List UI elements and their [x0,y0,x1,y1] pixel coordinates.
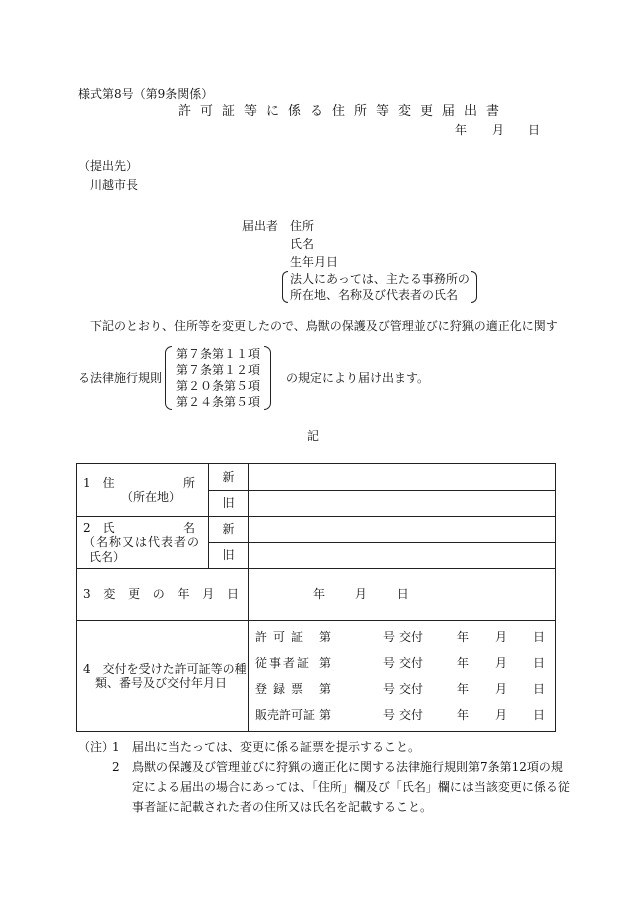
row3-label-char: 年 [177,587,190,602]
row2-old-value[interactable] [249,543,556,569]
addressee-label: （提出先） [78,159,139,173]
corp-brace-left [282,271,288,303]
permit-issued: 交付 [399,655,424,670]
applicant-label: 届出者 [242,219,279,233]
clause-4: 第２４条第５項 [176,395,261,409]
addressee-name: 川越市長 [90,178,139,192]
body-suffix: の規定により届け出ます。 [286,371,430,385]
note-2-num: 2 [112,760,120,774]
row4-label [77,621,249,732]
ki-heading: 記 [307,429,320,443]
row3-month: 月 [354,587,367,602]
clause-brace-right [264,346,271,410]
date-day: 日 [528,123,541,137]
note-2-line3: 事者証に記載された者の住所又は氏名を記載すること。 [132,800,433,814]
body-prefix: る法律施行規則 [78,371,163,385]
corp-brace-right [471,271,477,303]
permit-row[interactable] [249,676,555,702]
corp-note-line2: 所在地、名称及び代表者の氏名 [290,288,459,302]
row2-a: 氏 [102,520,115,535]
row3-year: 年 [313,587,326,602]
row3-value[interactable] [249,569,556,621]
permit-no: 第 [319,681,332,696]
row1-label [77,464,209,517]
date-month: 月 [492,123,505,137]
row1-new-value[interactable] [249,464,556,491]
permit-go: 号 [383,707,396,722]
permit-list [249,621,556,732]
row1-b: 所 [182,475,195,490]
body-line1: 下記のとおり、住所等を変更したので、鳥獣の保護及び管理並びに狩猟の適正化に関す [90,319,558,333]
row1-old-label: 旧 [209,491,249,517]
permit-go: 号 [383,629,396,644]
clause-brace-left [165,346,172,410]
applicant-birth-label: 生年月日 [290,255,339,269]
row3-label-char: 3 [83,587,91,602]
permit-row[interactable] [249,702,555,728]
clause-3: 第２０条第５項 [176,379,261,393]
date-year: 年 [455,123,468,137]
row1-num: 1 [83,475,91,490]
change-form-table [76,463,556,732]
row3-label [77,569,249,621]
notes-label: （注） [78,740,115,754]
permit-year: 年 [457,655,470,670]
permit-month: 月 [495,707,508,722]
corp-note-line1: 法人にあっては、主たる事務所の [290,272,470,286]
permit-day: 日 [533,629,546,644]
permit-row[interactable] [249,650,555,676]
row4-line2: 類、番号及び交付年月日 [95,676,228,690]
clause-2: 第７条第１２項 [176,363,261,377]
permit-go: 号 [383,681,396,696]
permit-year: 年 [457,707,470,722]
permit-no: 第 [319,707,332,722]
row3-label-char: 更 [128,587,141,602]
permit-month: 月 [495,655,508,670]
form-number: 様式第8号（第9条関係） [78,87,214,101]
permit-year: 年 [457,629,470,644]
row2-label [77,517,209,569]
row3-day: 日 [396,587,409,602]
permit-month: 月 [495,681,508,696]
clause-1: 第７条第１１項 [176,347,261,361]
permit-day: 日 [533,655,546,670]
permit-no: 第 [319,629,332,644]
row1-a: 住 [102,475,115,490]
row2-new-value[interactable] [249,517,556,543]
row4-line1: 4 交付を受けた許可証等の種 [83,661,247,676]
permit-year: 年 [457,681,470,696]
permit-no: 第 [319,655,332,670]
row1-old-value[interactable] [249,491,556,517]
note-2-line2: 定による届出の場合にあっては、「住所」欄及び「氏名」欄には当該変更に係る従 [132,780,570,794]
row3-label-char: の [152,587,165,602]
row2-b: 名 [182,520,195,535]
row1-new-label: 新 [209,464,249,491]
note-1: 届出に当たっては、変更に係る証票を提示すること。 [132,740,421,754]
row1-sub: （所在地） [121,490,182,504]
row3-label-char: 変 [103,587,116,602]
permit-month: 月 [495,629,508,644]
row2-sub1: （名称又は代表者の [83,535,201,550]
row3-label-char: 月 [202,587,215,602]
permit-go: 号 [383,655,396,670]
row2-sub2: 氏名） [89,549,126,564]
permit-type: 販売許可証 [255,707,316,722]
applicant-name-label: 氏名 [290,237,315,251]
row2-old-label: 旧 [209,543,249,569]
note-2-line1: 鳥獣の保護及び管理並びに狩猟の適正化に関する法律施行規則第7条第12項の規 [132,760,563,774]
permit-type: 従事者証 [255,655,312,670]
permit-issued: 交付 [399,707,424,722]
notes [78,737,570,817]
permit-day: 日 [533,681,546,696]
permit-issued: 交付 [399,681,424,696]
applicant-address-label: 住所 [290,219,315,233]
row2-num: 2 [83,520,91,535]
permit-issued: 交付 [399,629,424,644]
permit-type: 登録票 [255,681,310,696]
note-1-num: 1 [112,740,120,754]
row3-label-char: 日 [226,587,239,602]
permit-type: 許可証 [255,629,310,644]
permit-row[interactable] [249,624,555,650]
permit-day: 日 [533,707,546,722]
row2-new-label: 新 [209,517,249,543]
page-title: 許可証等に係る住所等変更届出書 [178,104,509,119]
